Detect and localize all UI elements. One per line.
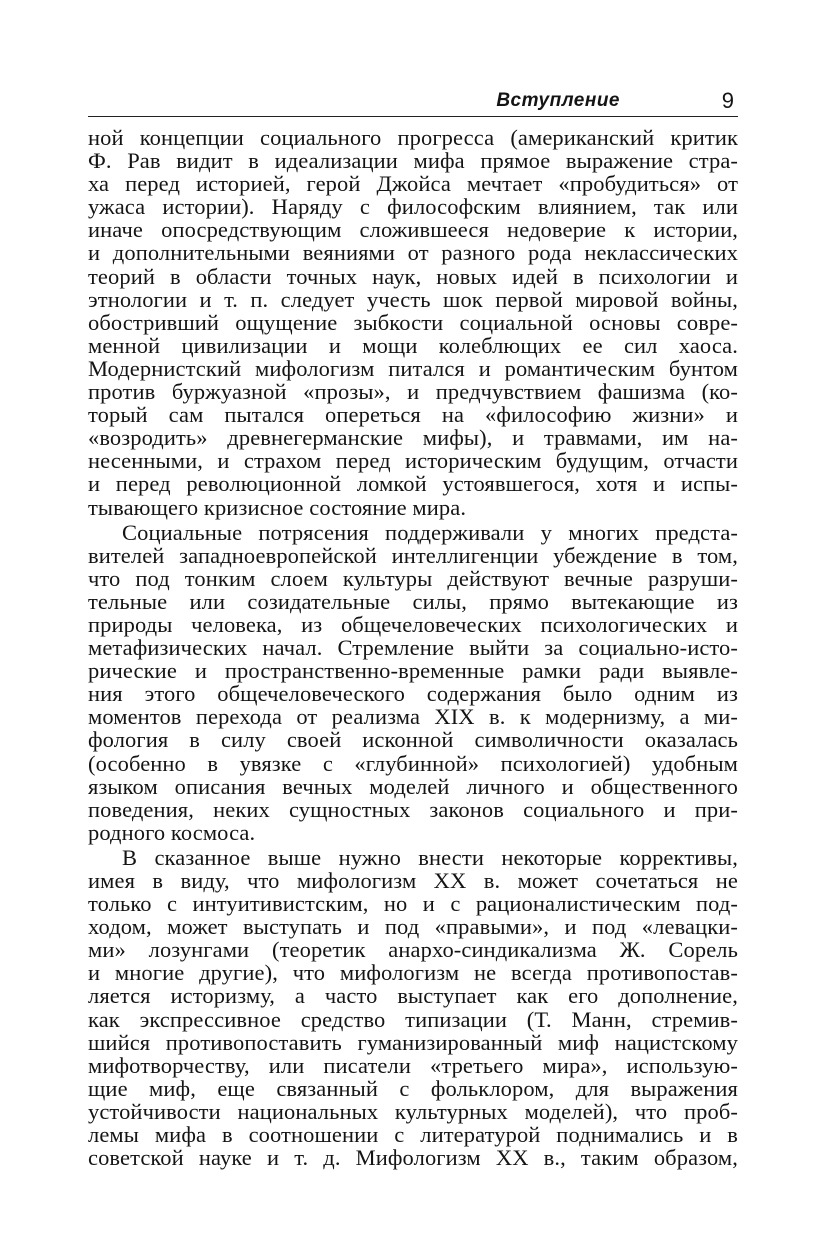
text-line: Социальные потрясения поддерживали у многих предста- bbox=[122, 519, 738, 545]
text-line: шийся противопоставить гуманизированный миф нацистскому bbox=[88, 1029, 738, 1055]
text-line: имея в виду, что мифологизм XX в. может сочетаться не bbox=[88, 868, 738, 893]
text-line: ужаса истории). Наряду с философским влиянием, так или bbox=[88, 194, 738, 220]
text-line: тывающего кризисное состояние мира. bbox=[88, 494, 467, 520]
text-line: и перед революционной ломкой устоявшегося, хотя и испы- bbox=[88, 471, 738, 497]
text-line: Модернистский мифологизм питался и романтическим бунтом bbox=[88, 355, 738, 381]
text-line: фология в силу своей исконной символичности оказалась bbox=[88, 727, 738, 753]
text-line: метафизических начал. Стремление выйти за социально-исто- bbox=[88, 635, 738, 661]
text-line: В сказанное выше нужно внести некоторые коррективы, bbox=[122, 844, 738, 870]
paragraph bbox=[88, 126, 738, 519]
paragraph bbox=[88, 846, 738, 1169]
text-line: менной цивилизации и мощи колеблющих ее сил хаоса. bbox=[88, 332, 738, 358]
running-header bbox=[88, 88, 738, 117]
text-line: рические и пространственно-временные рамки ради выявле- bbox=[88, 658, 738, 684]
text-line: ной концепции социального прогресса (американский критик bbox=[88, 125, 738, 150]
text-line: торый сам пытался опереться на «философию жизни» и bbox=[88, 402, 738, 428]
text-line: теорий в области точных наук, новых идей в психологии и bbox=[88, 263, 738, 289]
text-line: ляется историзму, а часто выступает как его дополнение, bbox=[88, 983, 738, 1009]
text-line: и дополнительными веяниями от разного рода неклассических bbox=[88, 240, 738, 266]
text-line: ми» лозунгами (теоретик анархо-синдикализма Ж. Сорель bbox=[88, 937, 738, 963]
page-number: 9 bbox=[721, 88, 734, 113]
text-line: природы человека, из общечеловеческих психологических и bbox=[88, 611, 738, 637]
text-line: языком описания вечных моделей личного и общественного bbox=[88, 773, 738, 799]
text-line: ния этого общечеловеческого содержания было одним из bbox=[88, 681, 738, 707]
text-line: лемы мифа в соотношении с литературой поднимались и в bbox=[88, 1122, 738, 1148]
text-line: ходом, может выступать и под «правыми», и под «левацки- bbox=[88, 914, 738, 940]
text-line: моментов перехода от реализма XIX в. к модернизму, а ми- bbox=[88, 704, 738, 730]
text-line: против буржуазной «прозы», и предчувствием фашизма (ко- bbox=[88, 379, 738, 405]
text-line: (особенно в увязке с «глубинной» психологией) удобным bbox=[88, 750, 738, 776]
text-line: как экспрессивное средство типизации (Т. Манн, стремив- bbox=[88, 1006, 738, 1032]
text-line: щие миф, еще связанный с фольклором, для выражения bbox=[88, 1075, 738, 1101]
section-title: Вступление bbox=[496, 90, 620, 111]
text-line: обостривший ощущение зыбкости социальной основы совре- bbox=[88, 309, 738, 335]
text-line: и многие другие), что мифологизм не всегда противопостав- bbox=[88, 960, 738, 986]
text-line: что под тонким слоем культуры действуют вечные разруши- bbox=[88, 565, 738, 591]
text-line: Ф. Рав видит в идеализации мифа прямое выражение стра- bbox=[88, 148, 738, 174]
text-line: «возродить» древнегерманские мифы), и травмами, им на- bbox=[88, 425, 738, 451]
text-line: советской науке и т. д. Мифологизм XX в., таким образом, bbox=[88, 1145, 738, 1171]
paragraph bbox=[88, 521, 738, 844]
text-line: мифотворчеству, или писатели «третьего мира», использую- bbox=[88, 1052, 738, 1078]
text-line: этнологии и т. п. следует учесть шок первой мировой войны, bbox=[88, 286, 738, 312]
text-line: тельные или созидательные силы, прямо вытекающие из bbox=[88, 588, 738, 614]
text-line: только с интуитивистским, но и с рационалистическим под- bbox=[88, 891, 738, 917]
text-line: устойчивости национальных культурных моделей), что проб- bbox=[88, 1098, 738, 1124]
text-line: вителей западноевропейской интеллигенции убеждение в том, bbox=[88, 542, 738, 568]
text-line: несенными, и страхом перед историческим будущим, отчасти bbox=[88, 448, 738, 474]
body-text bbox=[88, 126, 738, 1171]
text-line: родного космоса. bbox=[88, 819, 256, 845]
text-line: поведения, неких сущностных законов социального и при- bbox=[88, 796, 738, 822]
text-line: иначе опосредствующим сложившееся недоверие к истории, bbox=[88, 217, 738, 243]
text-line: ха перед историей, герой Джойса мечтает «пробудиться» от bbox=[88, 171, 738, 197]
